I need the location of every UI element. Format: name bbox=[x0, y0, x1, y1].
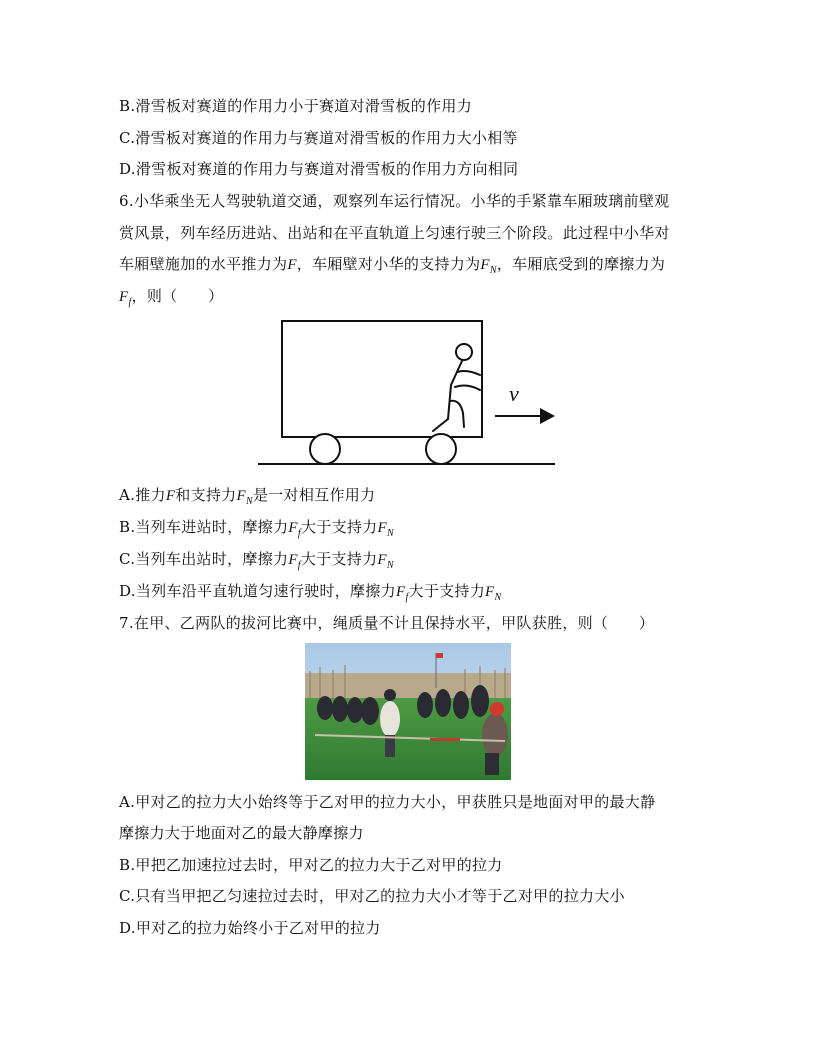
q7-option-d: D.甲对乙的拉力始终小于乙对甲的拉力 bbox=[119, 919, 381, 937]
q6-option-c: C.当列车出站时，摩擦力$F_f$大于支持力$F_N$ bbox=[119, 550, 394, 571]
velocity-arrow bbox=[495, 408, 555, 424]
q7-option-c: C.只有当甲把乙匀速拉过去时，甲对乙的拉力大小才等于乙对甲的拉力大小 bbox=[119, 887, 625, 905]
force-fn-symbol: F bbox=[480, 257, 490, 273]
q6-stem-text: ，车厢底受到的摩擦力为 bbox=[496, 255, 666, 273]
passenger-stick-figure bbox=[433, 344, 480, 431]
q6-option-a: A.推力F和支持力$F_N$是一对相互作用力 bbox=[119, 486, 376, 507]
q7-option-a-line2: 摩擦力大于地面对乙的最大静摩擦力 bbox=[119, 824, 364, 842]
q6-option-b: B.当列车进站时，摩擦力$F_f$大于支持力$F_N$ bbox=[119, 518, 394, 539]
force-ff-symbol: F bbox=[119, 289, 129, 305]
force-ff-subscript: f bbox=[128, 297, 132, 308]
q6-stem-line4 bbox=[119, 286, 223, 313]
train-wheel-left bbox=[310, 434, 340, 464]
train-car-figure bbox=[255, 315, 565, 470]
train-wheel-right bbox=[426, 434, 456, 464]
velocity-label: v bbox=[509, 381, 519, 406]
q6-stem-line3 bbox=[119, 254, 665, 281]
q6-stem-text: ，则（ ） bbox=[131, 287, 224, 305]
q6-stem-line2: 赏风景，列车经历进站、出站和在平直轨道上匀速行驶三个阶段。此过程中小华对 bbox=[119, 224, 670, 242]
train-car-body bbox=[282, 321, 482, 437]
q6-stem-text: 车厢壁施加的水平推力为 bbox=[119, 255, 288, 273]
force-fn-subscript: N bbox=[489, 265, 497, 276]
q6-stem-text: ，车厢壁对小华的支持力为 bbox=[296, 255, 481, 273]
q5-option-b: B.滑雪板对赛道的作用力小于赛道对滑雪板的作用力 bbox=[119, 97, 472, 115]
q6-stem-line1: 6.小华乘坐无人驾驶轨道交通，观察列车运行情况。小华的手紧靠车厢玻璃前壁观 bbox=[119, 192, 670, 210]
q5-option-d: D.滑雪板对赛道的作用力与赛道对滑雪板的作用力方向相同 bbox=[119, 160, 519, 178]
q7-stem: 7.在甲、乙两队的拔河比赛中，绳质量不计且保持水平，甲队获胜，则（ ） bbox=[119, 614, 655, 632]
q5-option-c: C.滑雪板对赛道的作用力与赛道对滑雪板的作用力大小相等 bbox=[119, 129, 518, 147]
q6-option-d: D.当列车沿平直轨道匀速行驶时，摩擦力$F_f$大于支持力$F_N$ bbox=[119, 582, 502, 603]
tug-of-war-photo bbox=[305, 643, 511, 780]
force-f-symbol: F bbox=[287, 257, 297, 273]
q7-option-b: B.甲把乙加速拉过去时，甲对乙的拉力大于乙对甲的拉力 bbox=[119, 856, 503, 874]
q7-option-a-line1: A.甲对乙的拉力大小始终等于乙对甲的拉力大小，甲获胜只是地面对甲的最大静 bbox=[119, 793, 656, 811]
